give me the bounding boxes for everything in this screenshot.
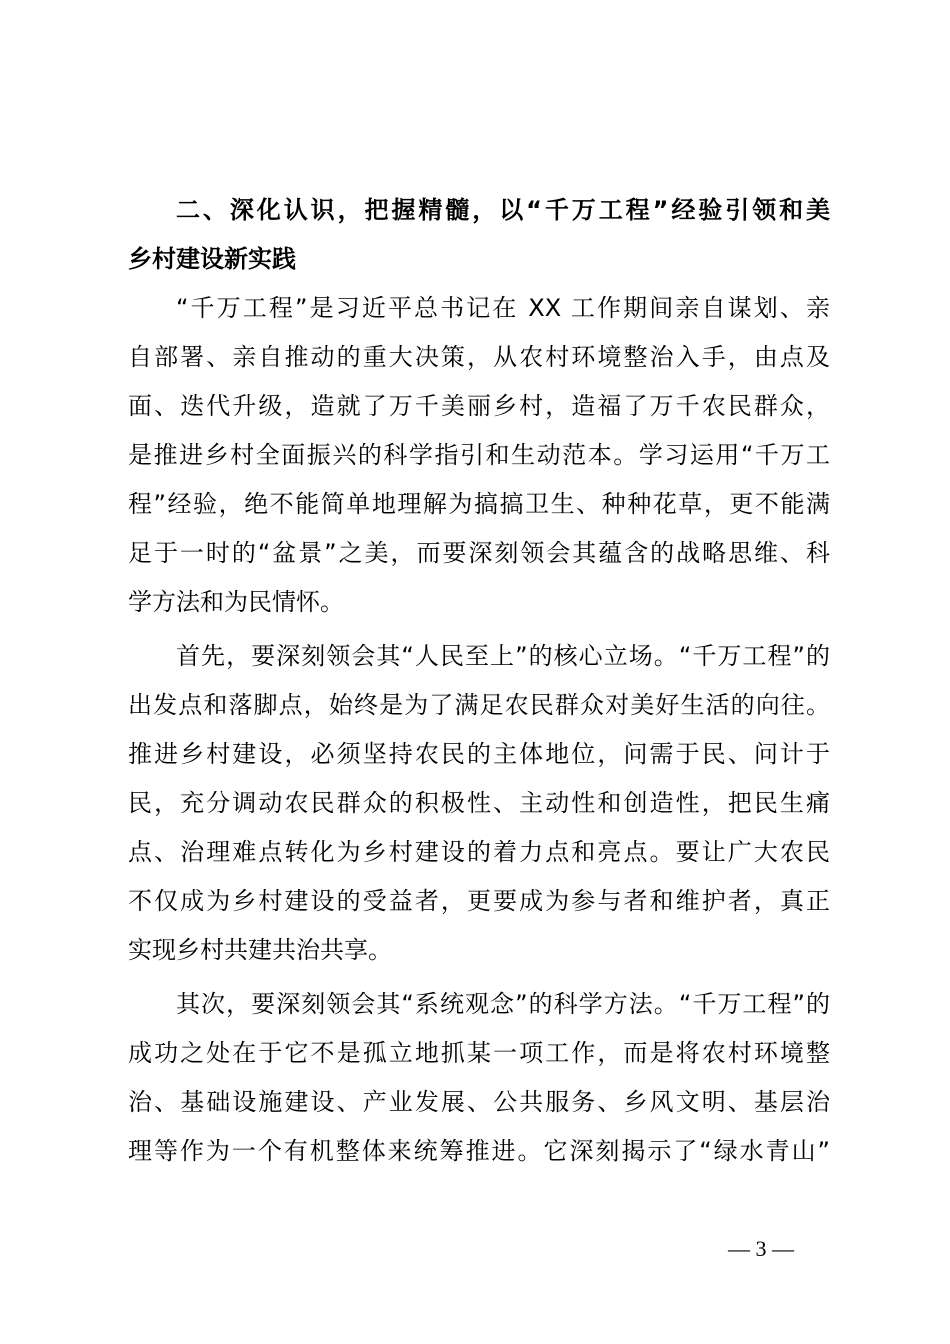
heading-line: 乡村建设新实践: [128, 245, 296, 273]
text-line: 推进乡村建设，必须坚持农民的主体地位，问需于民、问计于: [128, 740, 830, 768]
text-line: 实现乡村共建共治共享。: [128, 936, 392, 964]
text-line: 出发点和落脚点，始终是为了满足农民群众对美好生活的向往。: [128, 691, 830, 719]
paragraph: [128, 632, 830, 975]
text-line: 治、基础设施建设、产业发展、公共服务、乡风文明、基层治: [128, 1088, 830, 1116]
text-line: 理等作为一个有机整体来统筹推进。它深刻揭示了“绿水青山”: [128, 1137, 830, 1165]
document-body: [128, 186, 830, 1176]
paragraph: [128, 284, 830, 627]
page-number: — 3 —: [728, 1236, 794, 1261]
section-heading: [128, 186, 830, 284]
text-line: 其次，要深刻领会其“系统观念”的科学方法。“千万工程”的: [176, 990, 830, 1018]
text-line: 是推进乡村全面振兴的科学指引和生动范本。学习运用“千万工: [128, 441, 830, 469]
text-line: 自部署、亲自推动的重大决策，从农村环境整治入手，由点及: [128, 343, 830, 371]
text-line: 面、迭代升级，造就了万千美丽乡村，造福了万千农民群众，: [128, 392, 830, 420]
text-line: 点、治理难点转化为乡村建设的着力点和亮点。要让广大农民: [128, 838, 830, 866]
text-line: 程”经验，绝不能简单地理解为搞搞卫生、种种花草，更不能满: [128, 490, 830, 518]
text-line: 首先，要深刻领会其“人民至上”的核心立场。“千万工程”的: [176, 642, 830, 670]
text-line: 成功之处在于它不是孤立地抓某一项工作，而是将农村环境整: [128, 1039, 830, 1067]
paragraph: [128, 980, 830, 1176]
text-line: “千万工程”是习近平总书记在 XX 工作期间亲自谋划、亲: [176, 294, 830, 322]
text-line: 民，充分调动农民群众的积极性、主动性和创造性，把民生痛: [128, 789, 830, 817]
text-line: 学方法和为民情怀。: [128, 588, 344, 616]
text-line: 足于一时的“盆景”之美，而要深刻领会其蕴含的战略思维、科: [128, 539, 830, 567]
heading-line: 二、深化认识，把握精髓，以“千万工程”经验引领和美: [176, 196, 830, 224]
text-line: 不仅成为乡村建设的受益者，更要成为参与者和维护者，真正: [128, 887, 830, 915]
